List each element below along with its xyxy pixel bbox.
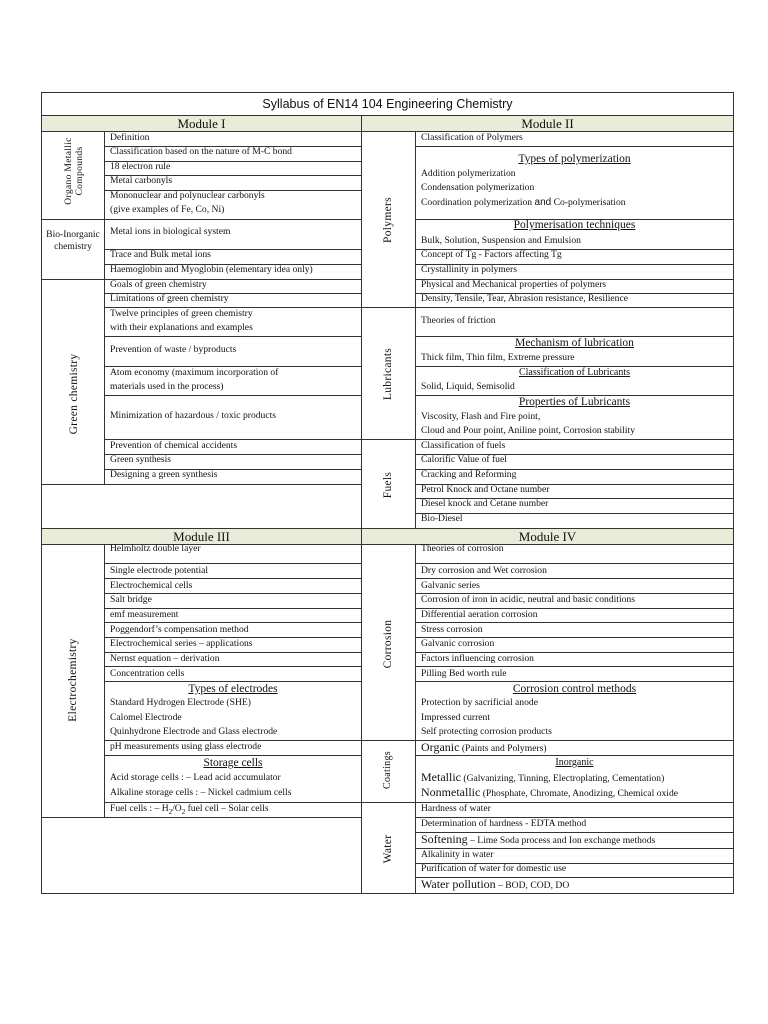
m4-row: Self protecting corrosion products [421, 726, 552, 737]
m3-row: Electrochemical cells [110, 580, 193, 591]
category-fuels: Fuels [382, 471, 394, 499]
m4-row: Alkalinity in water [421, 849, 494, 860]
m4-row: Theories of corrosion [421, 543, 504, 554]
m4-heading-inorganic: Inorganic [555, 757, 594, 768]
syllabus-table [41, 92, 734, 894]
m3-row: pH measurements using glass electrode [110, 741, 262, 752]
center-divider [361, 116, 362, 893]
m2-row: Theories of friction [421, 315, 496, 326]
m2-row: Thick film, Thin film, Extreme pressure [421, 352, 575, 363]
m1-category-divider [104, 132, 105, 484]
m3-row: Concentration cells [110, 668, 185, 679]
m3-row: Poggendorf’s compensation method [110, 624, 249, 635]
module-3-header: Module III [42, 528, 361, 545]
m4-row: Galvanic series [421, 580, 480, 591]
m4-row: Dry corrosion and Wet corrosion [421, 565, 547, 576]
m3-row: Electrochemical series – applications [110, 638, 253, 649]
m2-row: Cracking and Reforming [421, 469, 517, 480]
m3-heading-storage: Storage cells [203, 757, 263, 769]
category-coatings: Coatings [382, 751, 393, 789]
m4-row: Stress corrosion [421, 624, 483, 635]
m1-row: Metal carbonyls [110, 175, 173, 186]
category-lubricants: Lubricants [382, 347, 394, 401]
category-water: Water [382, 834, 394, 864]
m2-row: Bio-Diesel [421, 513, 463, 524]
module-4-header: Module IV [362, 528, 733, 545]
m4-row: Factors influencing corrosion [421, 653, 534, 664]
m4-heading-control: Corrosion control methods [512, 683, 637, 695]
m1-row: Haemoglobin and Myoglobin (elementary idea only) [110, 264, 313, 275]
module-1-header: Module I [42, 116, 361, 132]
m1-row: Definition [110, 132, 150, 143]
m1-row: Atom economy (maximum incorporation of [110, 367, 279, 378]
page-title: Syllabus of EN14 104 Engineering Chemistry [42, 93, 733, 116]
m2-heading-mechanism: Mechanism of lubrication [515, 337, 634, 349]
m4-row: Hardness of water [421, 803, 491, 814]
m2-row: Solid, Liquid, Semisolid [421, 381, 515, 392]
m3-heading-electrodes: Types of electrodes [188, 683, 278, 695]
m1-row: Goals of green chemistry [110, 279, 207, 290]
m4-category-divider [415, 544, 416, 893]
m4-row-nonmetallic: Nonmetallic (Phosphate, Chromate, Anodizing, Chemical oxide [421, 785, 679, 799]
m2-row: Addition polymerization [421, 168, 516, 179]
m1-row: Green synthesis [110, 454, 172, 465]
m4-row-softening: Softening – Lime Soda process and Ion exchange methods [421, 832, 656, 846]
m4-row-pollution: Water pollution – BOD, COD, DO [421, 877, 570, 891]
m2-row: Classification of fuels [421, 440, 506, 451]
m4-row: Purification of water for domestic use [421, 863, 567, 874]
m4-row: Pilling Bed worth rule [421, 668, 507, 679]
m2-heading-techniques: Polymerisation techniques [513, 219, 636, 231]
m2-row: Concept of Tg - Factors affecting Tg [421, 249, 562, 260]
m4-row: Protection by sacrificial anode [421, 697, 538, 708]
m1-row: Designing a green synthesis [110, 469, 218, 480]
m3-row: Helmholtz double layer [110, 543, 201, 554]
m3-row: emf measurement [110, 609, 179, 620]
m1-row: Metal ions in biological system [110, 226, 231, 237]
m1-row: Limitations of green chemistry [110, 293, 229, 304]
m3-row: Single electrode potential [110, 565, 209, 576]
m3-row: Standard Hydrogen Electrode (SHE) [110, 697, 251, 708]
m1-row: materials used in the process) [110, 381, 224, 392]
category-corrosion: Corrosion [382, 619, 394, 669]
m4-row: Determination of hardness - EDTA method [421, 818, 587, 829]
m4-row-organic: Organic (Paints and Polymers) [421, 740, 547, 754]
m3-row: Nernst equation – derivation [110, 653, 220, 664]
m1-row: (give examples of Fe, Co, Ni) [110, 204, 225, 215]
category-electrochemistry: Electrochemistry [67, 638, 79, 722]
m2-row: Petrol Knock and Octane number [421, 484, 550, 495]
m3-row-fuel-cells: Fuel cells : – $H_2/O_2$ fuel cell – Solar cells [110, 803, 269, 816]
m4-row-metallic: Metallic (Galvanizing, Tinning, Electroplating, Cementation) [421, 770, 665, 784]
m2-row: Calorific Value of fuel [421, 454, 507, 465]
m2-heading-classlub: Classification of Lubricants [518, 367, 631, 378]
m1-row: Twelve principles of green chemistry [110, 308, 253, 319]
m2-row: Coordination polymerization and Co-polymerisation [421, 197, 626, 208]
m2-row: Condensation polymerization [421, 182, 535, 193]
m4-row: Impressed current [421, 712, 490, 723]
category-green-chemistry: Green chemistry [68, 353, 80, 435]
m2-row: Classification of Polymers [421, 132, 523, 143]
m2-heading-props: Properties of Lubricants [518, 396, 631, 408]
module-2-header: Module II [362, 116, 733, 132]
m4-row: Corrosion of iron in acidic, neutral and basic conditions [421, 594, 635, 605]
m1-row: with their explanations and examples [110, 322, 253, 333]
m2-row: Bulk, Solution, Suspension and Emulsion [421, 235, 581, 246]
m2-row: Density, Tensile, Tear, Abrasion resistance, Resilience [421, 293, 628, 304]
m3-row: Quinhydrone Electrode and Glass electrode [110, 726, 278, 737]
m1-row: 18 electron rule [110, 161, 171, 172]
m1-row: Prevention of waste / byproducts [110, 344, 237, 355]
category-polymers: Polymers [382, 197, 394, 243]
m1-row: Minimization of hazardous / toxic products [110, 410, 276, 421]
m2-row: Viscosity, Flash and Fire point, [421, 411, 541, 422]
m3-row: Calomel Electrode [110, 712, 182, 723]
category-organo-metallic: Organo Metallic Compounds [63, 137, 85, 205]
m2-heading-types: Types of polymerization [518, 153, 631, 165]
m2-row: Crystallinity in polymers [421, 264, 517, 275]
m3-row: Acid storage cells : – Lead acid accumulator [110, 772, 281, 783]
m1-row: Prevention of chemical accidents [110, 440, 238, 451]
m1-row: Mononuclear and polynuclear carbonyls [110, 190, 265, 201]
m2-row: Physical and Mechanical properties of polymers [421, 279, 607, 290]
category-bio-inorganic: Bio-Inorganic chemistry [46, 229, 100, 252]
m1-row: Classification based on the nature of M-C bond [110, 146, 292, 157]
m4-row: Differential aeration corrosion [421, 609, 538, 620]
m1-row: Trace and Bulk metal ions [110, 249, 211, 260]
m4-row: Galvanic corrosion [421, 638, 495, 649]
m2-row: Diesel knock and Cetane number [421, 498, 549, 509]
m3-row: Salt bridge [110, 594, 152, 605]
m2-row: Cloud and Pour point, Aniline point, Corrosion stability [421, 425, 635, 436]
m3-row: Alkaline storage cells : – Nickel cadmium cells [110, 787, 292, 798]
